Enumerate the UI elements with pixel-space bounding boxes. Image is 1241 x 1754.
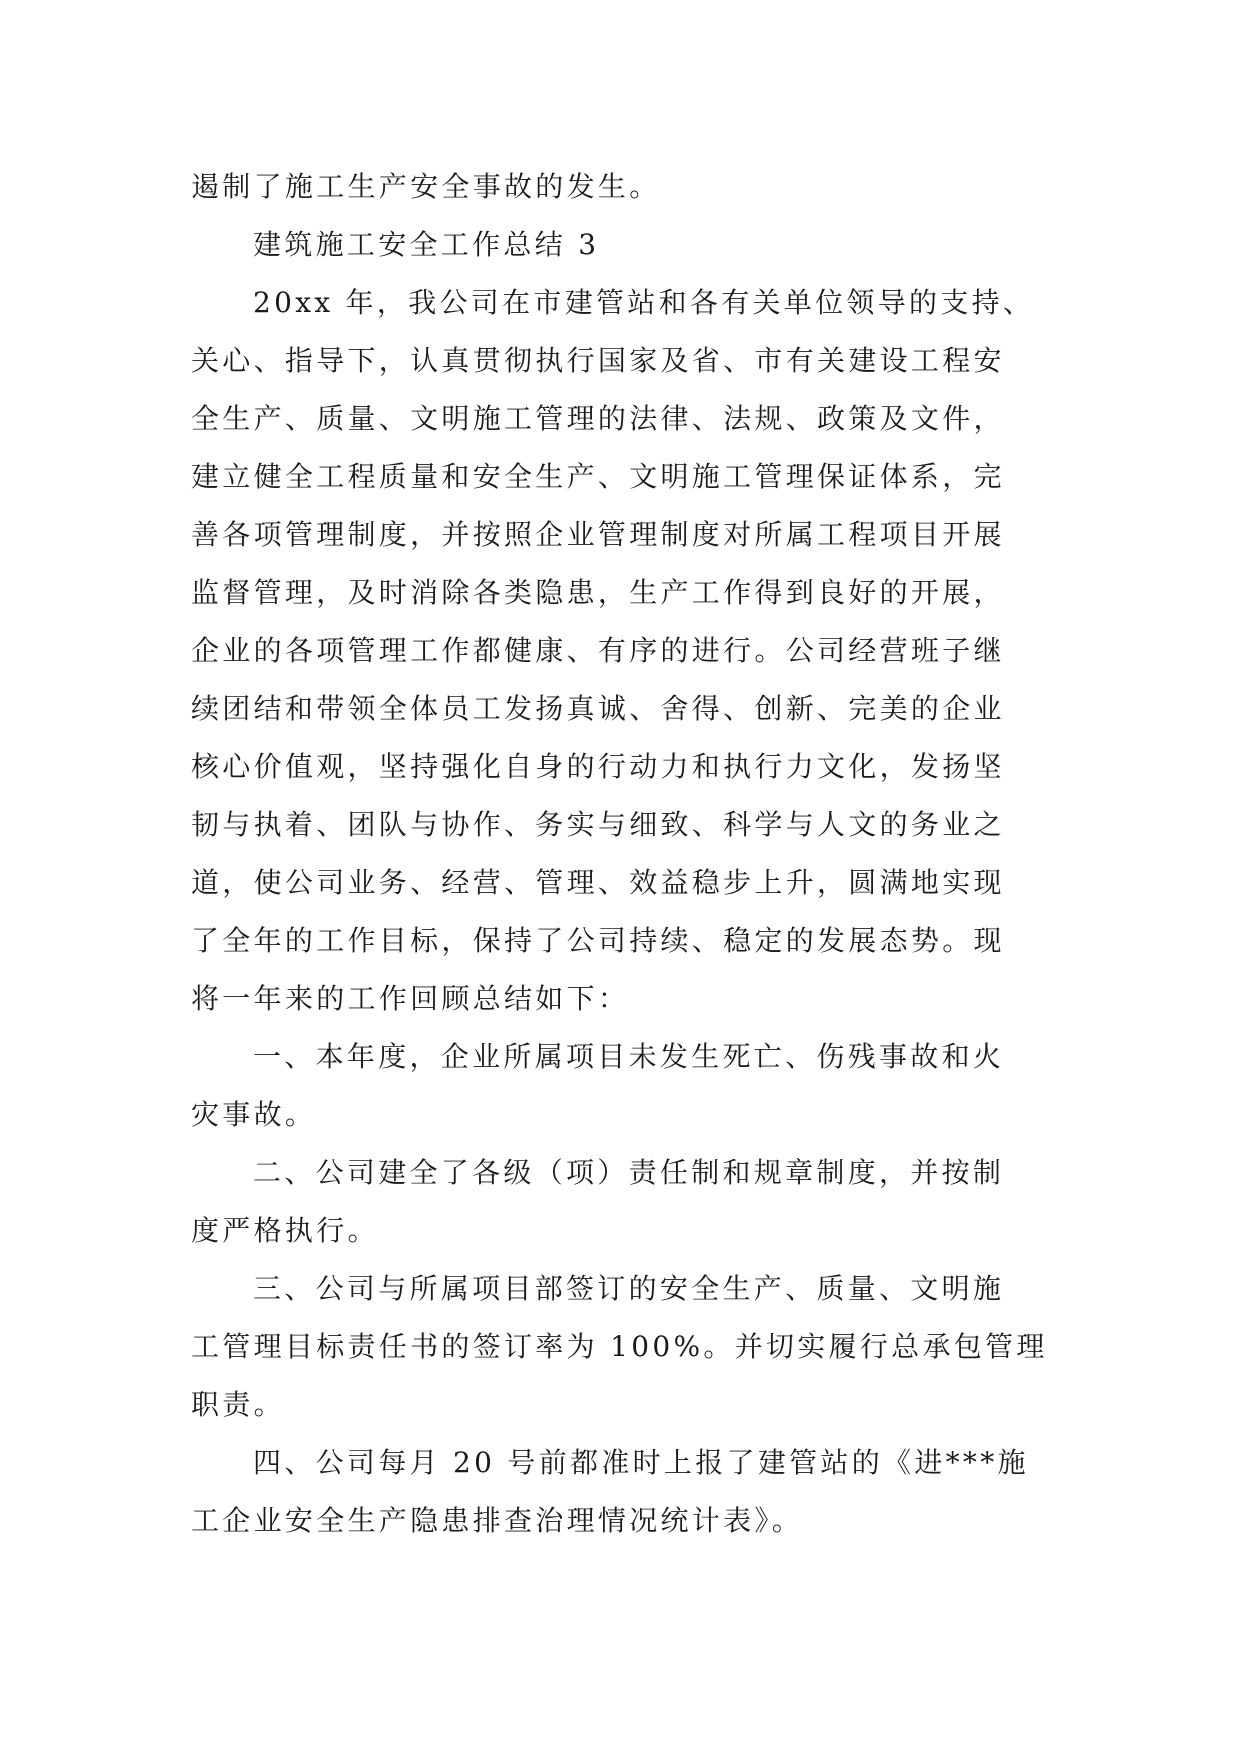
text-line: 了全年的工作目标，保持了公司持续、稳定的发展态势。现 xyxy=(191,924,1005,957)
text-line: 四、公司每月 20 号前都准时上报了建管站的《进***施 xyxy=(253,1446,1029,1479)
paragraph-item-4 xyxy=(191,1434,1051,1550)
text-line: 韧与执着、团队与协作、务实与细致、科学与人文的务业之 xyxy=(191,808,1005,841)
text-line: 度严格执行。 xyxy=(191,1214,379,1247)
text-line: 建立健全工程质量和安全生产、文明施工管理保证体系，完 xyxy=(191,460,1005,493)
text-line: 一、本年度，企业所属项目未发生死亡、伤残事故和火 xyxy=(253,1040,1005,1073)
text-line: 将一年来的工作回顾总结如下： xyxy=(191,982,630,1015)
text-line: 全生产、质量、文明施工管理的法律、法规、政策及文件， xyxy=(191,402,1005,435)
paragraph-item-3 xyxy=(191,1260,1051,1434)
paragraph-intro xyxy=(191,274,1051,1028)
text-line: 职责。 xyxy=(191,1388,285,1421)
text-line: 道，使公司业务、经营、管理、效益稳步上升，圆满地实现 xyxy=(191,866,1005,899)
text-line: 善各项管理制度，并按照企业管理制度对所属工程项目开展 xyxy=(191,518,1005,551)
document-body xyxy=(191,158,1051,1550)
text-line: 工管理目标责任书的签订率为 100%。并切实履行总承包管理 xyxy=(191,1330,1048,1363)
text-line: 建筑施工安全工作总结 3 xyxy=(253,228,600,261)
paragraph-continuation xyxy=(191,158,1051,216)
text-line: 三、公司与所属项目部签订的安全生产、质量、文明施 xyxy=(253,1272,1005,1305)
text-line: 续团结和带领全体员工发扬真诚、舍得、创新、完美的企业 xyxy=(191,692,1005,725)
paragraph-item-2 xyxy=(191,1144,1051,1260)
text-line: 监督管理，及时消除各类隐患，生产工作得到良好的开展， xyxy=(191,576,1005,609)
text-line: 遏制了施工生产安全事故的发生。 xyxy=(191,170,661,203)
text-line: 核心价值观，坚持强化自身的行动力和执行力文化，发扬坚 xyxy=(191,750,1005,783)
text-line: 企业的各项管理工作都健康、有序的进行。公司经营班子继 xyxy=(191,634,1005,667)
text-line: 关心、指导下，认真贯彻执行国家及省、市有关建设工程安 xyxy=(191,344,1005,377)
section-title xyxy=(191,216,1051,274)
text-line: 二、公司建全了各级（项）责任制和规章制度，并按制 xyxy=(253,1156,1005,1189)
text-line: 20xx 年，我公司在市建管站和各有关单位领导的支持、 xyxy=(253,286,1035,319)
text-line: 灾事故。 xyxy=(191,1098,317,1131)
paragraph-item-1 xyxy=(191,1028,1051,1144)
text-line: 工企业安全生产隐患排查治理情况统计表》。 xyxy=(191,1504,804,1537)
